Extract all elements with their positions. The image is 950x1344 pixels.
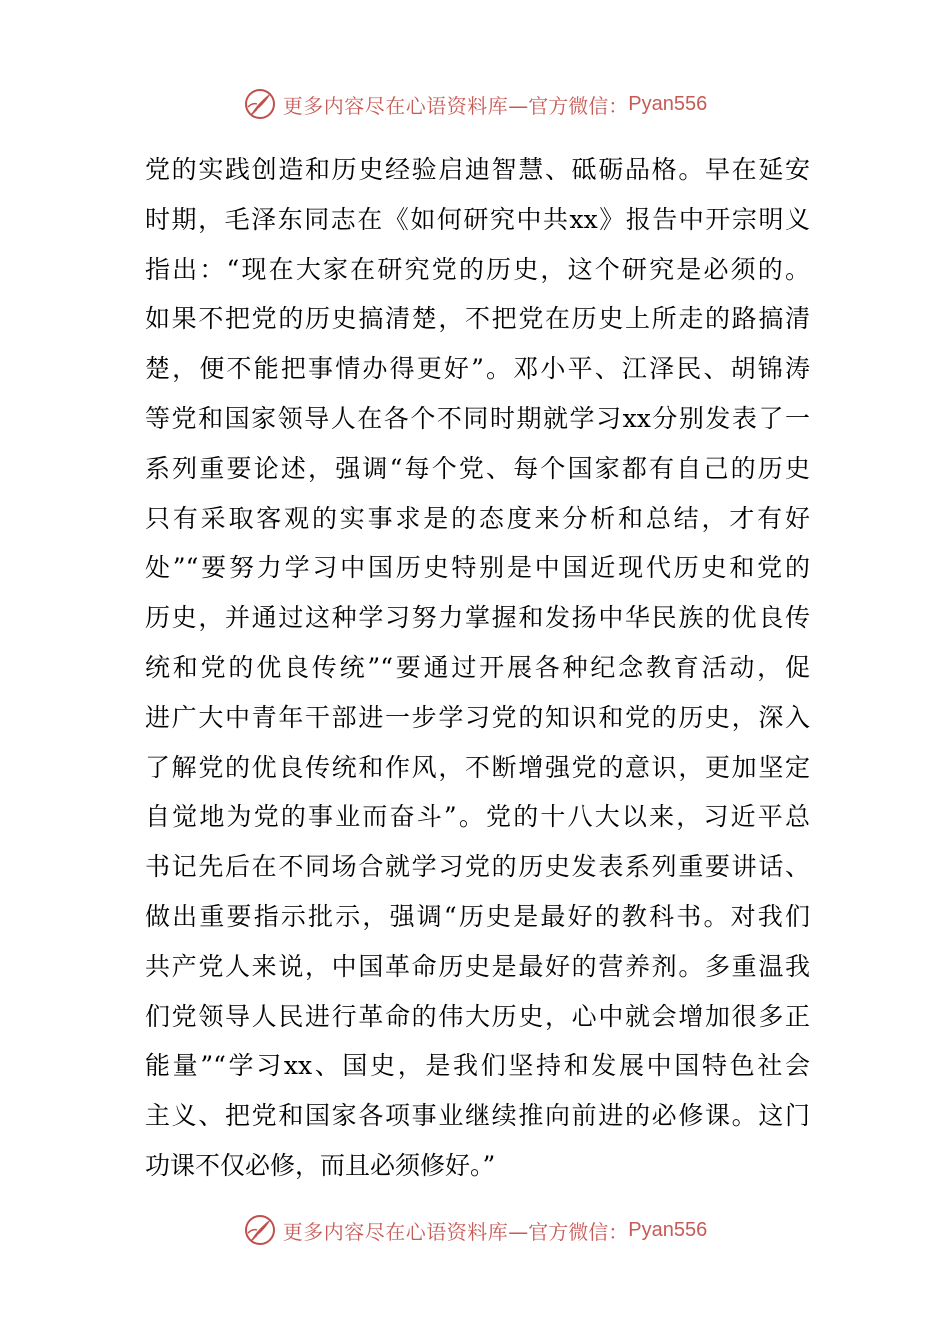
text-line: 如果不把党的历史搞清楚，不把党在历史上所走的路搞清 bbox=[145, 304, 810, 334]
text-line: 历史，并通过这种学习努力掌握和发扬中华民族的优良传 bbox=[145, 603, 810, 633]
text-line: 只有采取客观的实事求是的态度来分析和总结，才有好 bbox=[145, 503, 810, 533]
text-line: 主义、把党和国家各项事业继续推向前进的必修课。这门 bbox=[145, 1101, 810, 1131]
footer-watermark bbox=[0, 1208, 950, 1252]
watermark-text: 更多内容尽在心语资料库 bbox=[282, 93, 509, 118]
watermark-text: 更多内容尽在心语资料库 bbox=[282, 1219, 509, 1244]
text-line: 党的实践创造和历史经验启迪智慧、砥砺品格。早在延安 bbox=[145, 155, 810, 184]
text-line: 进广大中青年干部进一步学习党的知识和党的历史，深入 bbox=[145, 702, 810, 732]
text-line: 能量”“学习xx、国史，是我们坚持和发展中国特色社会 bbox=[145, 1051, 810, 1081]
text-line: 等党和国家领导人在各个不同时期就学习xx分别发表了一 bbox=[145, 403, 810, 433]
quill-logo-icon bbox=[243, 1213, 277, 1247]
body-text bbox=[145, 145, 810, 1191]
watermark-separator: —官方微信： bbox=[508, 93, 629, 118]
watermark-wechat-id: Pyan556 bbox=[628, 1218, 708, 1241]
watermark-separator: —官方微信： bbox=[508, 1219, 629, 1244]
text-line: 共产党人来说，中国革命历史是最好的营养剂。多重温我 bbox=[145, 951, 810, 981]
text-line: 自觉地为党的事业而奋斗”。党的十八大以来，习近平总 bbox=[145, 802, 810, 832]
text-line: 们党领导人民进行革命的伟大历史，心中就会增加很多正 bbox=[145, 1001, 810, 1031]
text-line: 书记先后在不同场合就学习党的历史发表系列重要讲话、 bbox=[145, 852, 810, 882]
text-line: 统和党的优良传统”“要通过开展各种纪念教育活动，促 bbox=[145, 652, 810, 682]
watermark-wechat-id: Pyan556 bbox=[628, 92, 708, 115]
header-watermark bbox=[0, 82, 950, 126]
quill-logo-icon bbox=[243, 87, 277, 121]
text-line: 了解党的优良传统和作风，不断增强党的意识，更加坚定 bbox=[145, 752, 810, 782]
text-line: 做出重要指示批示，强调“历史是最好的教科书。对我们 bbox=[145, 901, 810, 931]
text-line: 系列重要论述，强调“每个党、每个国家都有自己的历史 bbox=[145, 453, 810, 483]
text-line: 指出：“现在大家在研究党的历史，这个研究是必须的。 bbox=[145, 254, 810, 284]
text-line: 时期，毛泽东同志在《如何研究中共xx》报告中开宗明义 bbox=[145, 204, 810, 234]
text-line: 处”“要努力学习中国历史特别是中国近现代历史和党的 bbox=[145, 553, 810, 583]
text-line: 功课不仅必修，而且必须修好。” bbox=[145, 1150, 496, 1180]
text-line: 楚，便不能把事情办得更好”。邓小平、江泽民、胡锦涛 bbox=[145, 354, 810, 384]
